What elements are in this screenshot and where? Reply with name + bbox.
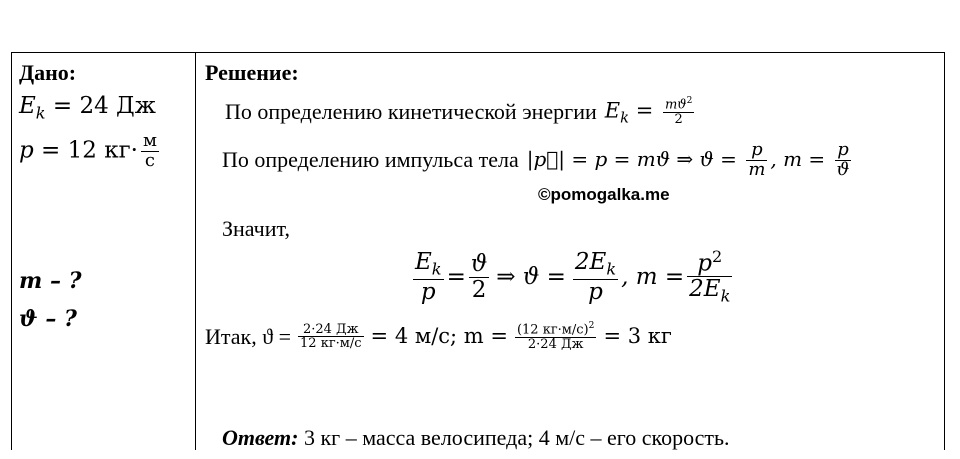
momentum-dot: · [130,137,138,164]
line2-text: По определению импульса тела [222,147,519,172]
energy-eq: = [52,93,73,119]
energy-symbol: E [19,93,36,119]
momentum-unit-fraction [141,132,159,171]
given-momentum [19,132,162,171]
solution-heading: Решение: [205,60,299,85]
unit-denominator: с [144,149,156,171]
momentum-value: 12 кг [67,137,131,164]
velocity-calc-fraction: $\frac{2\cdot 24 Дж}{12 кг\cdot м/с}$ [300,321,362,352]
energy-subscript: k [35,103,46,123]
line1-formula: $E_k$ = $\frac{mϑ^2}{2}$ [604,96,693,128]
kinetic-energy-fraction: $\frac{mϑ^2}{2}$ [664,96,693,128]
hence-text: Значит, [222,216,290,241]
momentum-fraction-1: $\frac{p}{m}$ [748,138,766,180]
line2-formula: |p⃗| = p = mϑ ⇒ ϑ = $\frac{p}{m}$ , m = $\frac{p}{ϑ}$ [526,138,850,180]
momentum-definition [222,140,854,180]
given-energy [19,95,156,122]
result-formula: $\frac{2\cdot 24 Дж}{12 кг\cdot м/с}$ = 4 м/с; m = $\frac{(12 кг\cdot м/с)^2}{2\cdot 24 Дж}$ = 3 кг [300,321,672,353]
kinetic-energy-definition [225,94,697,130]
derived-formula: $\frac{E_k}{p}$ = $\frac{ϑ}{2}$ ⇒ ϑ = $\frac{2E_k}{p}$ , m = $\frac{p^2}{2E_k}$ [415,246,731,306]
unknown-velocity: ϑ – ? [19,306,77,332]
mass-fraction: $\frac{p^2}{2E_k}$ [689,246,731,306]
result-text: Итак, ϑ = [205,324,292,349]
momentum-eq: = [41,137,61,164]
answer-label: Ответ: [222,425,299,450]
unknown-mass: m – ? [19,268,82,294]
result-line [205,315,672,359]
line1-text: По определению кинетической энергии [225,99,597,124]
energy-value: 24 Дж [79,93,156,119]
answer-text: 3 кг – масса велосипеда; 4 м/с – его скорость. [303,425,730,450]
velocity-fraction: $\frac{2E_k}{p}$ [574,249,617,305]
ratio-fraction-1: $\frac{E_k}{p}$ [415,249,442,305]
unit-numerator: м [142,130,157,151]
momentum-fraction-2: $\frac{p}{ϑ}$ [836,138,850,180]
ratio-fraction-2: $\frac{ϑ}{2}$ [470,251,488,303]
column-divider [195,52,196,450]
momentum-symbol: p [19,137,34,164]
given-heading: Дано: [19,60,77,85]
watermark: ©pomogalka.me [538,185,670,204]
mass-calc-fraction: $\frac{(12 кг\cdot м/с)^2}{2\cdot 24 Дж}$ [516,321,595,353]
answer-line [222,427,730,449]
